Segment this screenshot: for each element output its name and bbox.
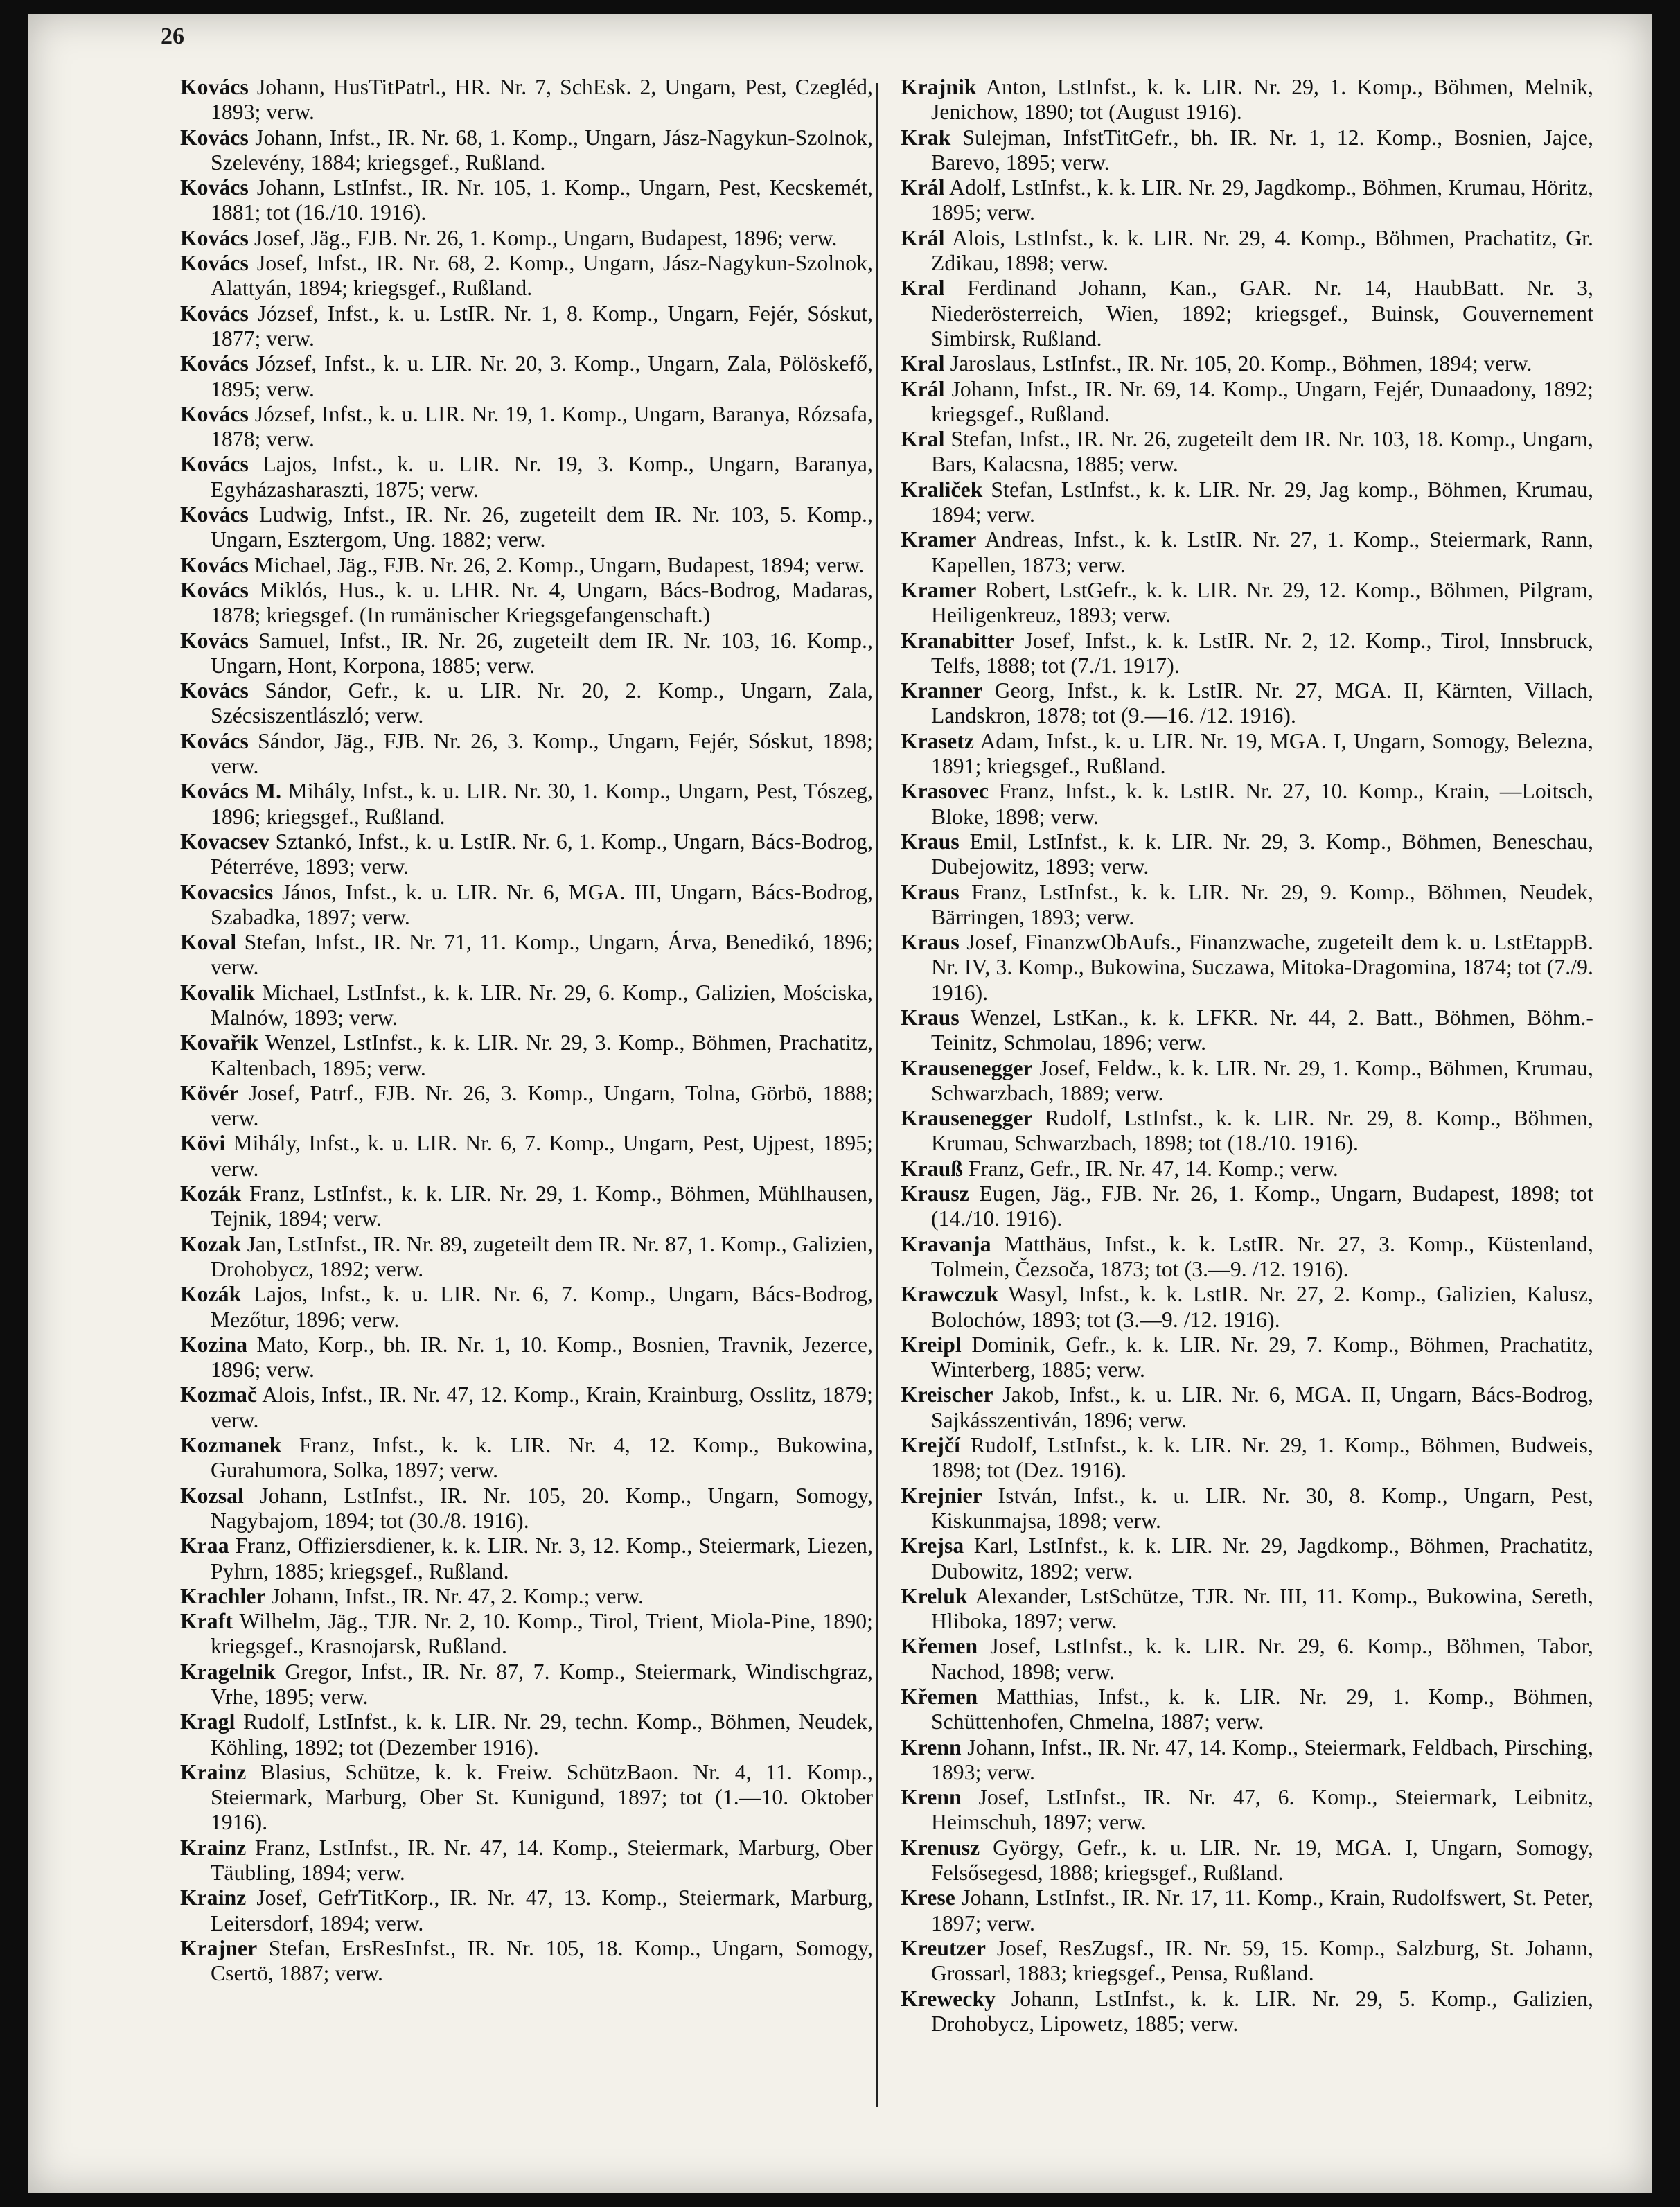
right-column <box>901 75 1593 2037</box>
register-entry <box>180 729 873 780</box>
register-entry <box>901 1005 1593 1056</box>
entry-details: Franz, Infst., k. k. LstIR. Nr. 27, 10. Komp., Krain, —Loitsch, Bloke, 1898; verw. <box>931 779 1593 829</box>
entry-details: Alois, Infst., IR. Nr. 47, 12. Komp., Krain, Krainburg, Osslitz, 1879; verw. <box>211 1382 873 1432</box>
entry-surname: Krainz <box>180 1885 247 1910</box>
register-entry <box>901 930 1593 1005</box>
entry-surname: Krenn <box>901 1785 962 1810</box>
entry-surname: Krese <box>901 1885 955 1910</box>
entry-surname: Krausz <box>901 1181 969 1206</box>
entry-surname: Kovács <box>180 728 249 753</box>
entry-details: Alois, LstInfst., k. k. LIR. Nr. 29, 4. Komp., Böhmen, Prachatitz, Gr. Zdikau, 1898; verw. <box>931 225 1593 276</box>
entry-details: Jaroslaus, LstInfst., IR. Nr. 105, 20. Komp., Böhmen, 1894; verw. <box>950 351 1532 376</box>
register-entry <box>180 1584 873 1609</box>
register-entry <box>180 678 873 729</box>
entry-details: Josef, Feldw., k. k. LIR. Nr. 29, 1. Komp., Böhmen, Krumau, Schwarzbach, 1889; verw. <box>931 1055 1593 1105</box>
entry-details: Wilhelm, Jäg., TJR. Nr. 2, 10. Komp., Tirol, Trient, Miola-Pine, 1890; kriegsgef., Krasnojarsk, Rußland. <box>211 1609 873 1659</box>
entry-surname: Kraus <box>901 930 960 955</box>
register-entry <box>901 1382 1593 1433</box>
entry-details: Sztankó, Infst., k. u. LstIR. Nr. 6, 1. Komp., Ungarn, Bács-Bodrog, Péterréve, 1893; verw. <box>211 829 873 879</box>
register-entry <box>180 1936 873 1987</box>
register-entry <box>901 1282 1593 1333</box>
register-entry <box>901 1936 1593 1987</box>
entry-surname: Kraus <box>901 879 960 904</box>
register-entry <box>180 1030 873 1081</box>
entry-details: Blasius, Schütze, k. k. Freiw. SchützBaon. Nr. 4, 11. Komp., Steiermark, Marburg, Ober St. Kunigund, 1897; tot (1.—10. Oktober 1916). <box>211 1759 873 1835</box>
register-entry <box>180 1232 873 1283</box>
entry-surname: Kovács <box>180 301 249 326</box>
entry-details: Ferdinand Johann, Kan., GAR. Nr. 14, HaubBatt. Nr. 3, Niederösterreich, Wien, 1892; kriegsgef., Buinsk, Gouvernement Simbirsk, Rußland. <box>931 276 1594 351</box>
entry-details: Emil, LstInfst., k. k. LIR. Nr. 29, 3. Komp., Böhmen, Beneschau, Dubejowitz, 1893; verw. <box>931 829 1594 879</box>
entry-surname: Kovács <box>180 628 249 653</box>
entry-details: Johann, LstInfst., IR. Nr. 105, 20. Komp., Ungarn, Somogy, Nagybajom, 1894; tot (30./8. 1916). <box>211 1483 873 1533</box>
entry-surname: Kovács <box>180 351 249 376</box>
page-number: 26 <box>161 24 184 49</box>
register-entry <box>180 628 873 679</box>
entry-details: Andreas, Infst., k. k. LstIR. Nr. 27, 1. Komp., Steiermark, Rann, Kapellen, 1873; verw. <box>931 527 1593 577</box>
register-entry <box>901 1987 1593 2037</box>
register-entry <box>901 1634 1593 1685</box>
register-entry <box>901 1106 1593 1157</box>
register-entry <box>901 1735 1593 1786</box>
register-entry <box>901 377 1593 428</box>
entry-details: Michael, Jäg., FJB. Nr. 26, 2. Komp., Ungarn, Budapest, 1894; verw. <box>254 552 865 577</box>
entry-details: Adam, Infst., k. u. LIR. Nr. 19, MGA. I, Ungarn, Somogy, Belezna, 1891; kriegsgef., Rußland. <box>931 728 1593 779</box>
entry-details: Sándor, Jäg., FJB. Nr. 26, 3. Komp., Ungarn, Fejér, Sóskut, 1898; verw. <box>211 728 873 779</box>
entry-surname: Kovács <box>180 577 249 602</box>
entry-details: Josef, LstInfst., k. k. LIR. Nr. 29, 6. Komp., Böhmen, Tabor, Nachod, 1898; verw. <box>931 1634 1594 1684</box>
entry-details: Johann, Infst., IR. Nr. 47, 2. Komp.; verw. <box>271 1583 644 1608</box>
entry-details: Johann, Infst., IR. Nr. 47, 14. Komp., Steiermark, Feldbach, Pirsching, 1893; verw. <box>931 1734 1594 1784</box>
entry-details: Ludwig, Infst., IR. Nr. 26, zugeteilt dem IR. Nr. 103, 5. Komp., Ungarn, Esztergom, Ung. 1882; verw. <box>211 502 874 552</box>
entry-details: Mihály, Infst., k. u. LIR. Nr. 30, 1. Komp., Ungarn, Pest, Tószeg, 1896; kriegsgef., Rußland. <box>211 779 873 829</box>
register-entry <box>901 1232 1593 1283</box>
entry-surname: Kovács <box>180 75 249 99</box>
register-entry <box>180 930 873 981</box>
entry-surname: Kral <box>901 351 945 376</box>
entry-details: Sándor, Gefr., k. u. LIR. Nr. 20, 2. Komp., Ungarn, Zala, Szécsiszentlászló; verw. <box>211 678 874 728</box>
entry-surname: Krak <box>901 125 951 150</box>
entry-details: István, Infst., k. u. LIR. Nr. 30, 8. Komp., Ungarn, Pest, Kiskunmajsa, 1898; verw. <box>931 1483 1593 1533</box>
entry-surname: Krausenegger <box>901 1055 1033 1080</box>
register-entry <box>901 125 1593 176</box>
register-entry <box>901 75 1593 125</box>
register-entry <box>901 1433 1593 1484</box>
entry-details: Josef, Patrf., FJB. Nr. 26, 3. Komp., Ungarn, Tolna, Görbö, 1888; verw. <box>211 1080 873 1131</box>
entry-details: Eugen, Jäg., FJB. Nr. 26, 1. Komp., Ungarn, Budapest, 1898; tot (14./10. 1916). <box>931 1181 1593 1231</box>
entry-surname: Kozmač <box>180 1382 258 1407</box>
entry-surname: Krejsa <box>901 1533 964 1558</box>
entry-details: Josef, FinanzwObAufs., Finanzwache, zugeteilt dem k. u. LstEtappB. Nr. IV, 3. Komp., Bukowina, Suczawa, Mitoka-Dragomina, 1874; tot (7./9. 1916). <box>931 930 1593 1005</box>
entry-surname: Krejčí <box>901 1433 960 1458</box>
entry-details: Mihály, Infst., k. u. LIR. Nr. 6, 7. Komp., Ungarn, Pest, Ujpest, 1895; verw. <box>211 1131 874 1181</box>
entry-details: Rudolf, LstInfst., k. k. LIR. Nr. 29, 8. Komp., Böhmen, Krumau, Schwarzbach, 1898; tot (18./10. 1916). <box>931 1106 1593 1156</box>
entry-details: József, Infst., k. u. LIR. Nr. 20, 3. Komp., Ungarn, Zala, Pölöskefő, 1895; verw. <box>211 351 874 401</box>
entry-details: Josef, Infst., k. k. LstIR. Nr. 2, 12. Komp., Tirol, Innsbruck, Telfs, 1888; tot (7./1. 1917). <box>931 628 1593 678</box>
register-entry <box>901 351 1593 376</box>
register-entry <box>180 829 873 880</box>
register-entry <box>901 1885 1593 1936</box>
register-entry <box>901 1685 1593 1735</box>
entry-surname: Kraliček <box>901 477 983 502</box>
register-entry <box>180 779 873 829</box>
entry-details: Michael, LstInfst., k. k. LIR. Nr. 29, 6. Komp., Galizien, Mościska, Malnów, 1893; verw. <box>211 980 874 1030</box>
entry-details: Adolf, LstInfst., k. k. LIR. Nr. 29, Jagdkomp., Böhmen, Krumau, Höritz, 1895; verw. <box>931 175 1593 225</box>
entry-details: Johann, LstInfst., IR. Nr. 17, 11. Komp., Krain, Rudolfswert, St. Peter, 1897; verw. <box>931 1885 1594 1935</box>
entry-details: Josef, GefrTitKorp., IR. Nr. 47, 13. Komp., Steiermark, Marburg, Leitersdorf, 1894; verw. <box>211 1885 873 1935</box>
register-entry <box>901 1533 1593 1584</box>
entry-surname: Krejnier <box>901 1483 982 1508</box>
register-entry <box>901 1181 1593 1232</box>
register-entry <box>180 1131 873 1181</box>
entry-details: Wasyl, Infst., k. k. LstIR. Nr. 27, 2. Komp., Galizien, Kalusz, Bolochów, 1893; tot (3.—9. /12. 1916). <box>931 1282 1593 1332</box>
entry-surname: Kranabitter <box>901 628 1015 653</box>
register-entry <box>901 1157 1593 1181</box>
register-entry <box>180 452 873 502</box>
register-entry <box>901 829 1593 880</box>
entry-surname: Krenn <box>901 1734 962 1759</box>
entry-details: Karl, LstInfst., k. k. LIR. Nr. 29, Jagdkomp., Böhmen, Prachatitz, Dubowitz, 1892; verw. <box>931 1533 1594 1583</box>
entry-details: Franz, Infst., k. k. LIR. Nr. 4, 12. Komp., Bukowina, Gurahumora, Solka, 1897; verw. <box>211 1433 873 1483</box>
register-entry <box>180 1081 873 1132</box>
entry-details: Stefan, ErsResInfst., IR. Nr. 105, 18. Komp., Ungarn, Somogy, Csertö, 1887; verw. <box>211 1935 873 1986</box>
entry-surname: Kravanja <box>901 1231 991 1256</box>
column-divider <box>876 83 878 2107</box>
entry-surname: Krawczuk <box>901 1282 999 1307</box>
register-entry <box>180 502 873 553</box>
entry-surname: Kövér <box>180 1080 239 1105</box>
entry-details: Johann, HusTitPatrl., HR. Nr. 7, SchEsk. 2, Ungarn, Pest, Czegléd, 1893; verw. <box>211 75 874 125</box>
register-entry <box>180 1885 873 1936</box>
entry-surname: Kovács <box>180 502 249 527</box>
entry-details: Samuel, Infst., IR. Nr. 26, zugeteilt dem IR. Nr. 103, 16. Komp., Ungarn, Hont, Korpona, 1885; verw. <box>211 628 874 678</box>
entry-surname: Kovács <box>180 678 249 703</box>
register-entry <box>180 578 873 628</box>
entry-details: Alexander, LstSchütze, TJR. Nr. III, 11. Komp., Bukowina, Sereth, Hliboka, 1897; verw. <box>931 1583 1593 1634</box>
entry-surname: Kramer <box>901 577 977 602</box>
entry-details: Lajos, Infst., k. u. LIR. Nr. 6, 7. Komp., Ungarn, Bács-Bodrog, Mezőtur, 1896; verw. <box>211 1282 873 1332</box>
entry-details: Mato, Korp., bh. IR. Nr. 1, 10. Komp., Bosnien, Travnik, Jezerce, 1896; verw. <box>211 1332 873 1382</box>
register-entry <box>180 1709 873 1760</box>
entry-details: Georg, Infst., k. k. LstIR. Nr. 27, MGA. II, Kärnten, Villach, Landskron, 1878; tot (9.—16. /12. 1916). <box>931 678 1593 728</box>
entry-details: Jakob, Infst., k. u. LIR. Nr. 6, MGA. II, Ungarn, Bács-Bodrog, Sajkásszentiván, 1896; verw. <box>931 1382 1593 1432</box>
entry-details: Rudolf, LstInfst., k. k. LIR. Nr. 29, techn. Komp., Böhmen, Neudek, Köhling, 1892; tot (Dezember 1916). <box>211 1709 873 1759</box>
register-entry <box>180 402 873 452</box>
register-entry <box>180 301 873 352</box>
entry-surname: Král <box>901 376 945 401</box>
register-entry <box>180 1533 873 1584</box>
register-entry <box>180 880 873 931</box>
entry-details: János, Infst., k. u. LIR. Nr. 6, MGA. III, Ungarn, Bács-Bodrog, Szabadka, 1897; verw. <box>211 879 873 929</box>
entry-details: Anton, LstInfst., k. k. LIR. Nr. 29, 1. Komp., Böhmen, Melnik, Jenichow, 1890; tot (August 1916). <box>931 75 1593 125</box>
register-entry <box>901 628 1593 679</box>
entry-surname: Kozak <box>180 1231 242 1256</box>
entry-details: Josef, ResZugsf., IR. Nr. 59, 15. Komp., Salzburg, St. Johann, Grossarl, 1883; kriegsgef., Pensa, Rußland. <box>931 1935 1594 1986</box>
register-entry <box>901 880 1593 931</box>
entry-surname: Kranner <box>901 678 983 703</box>
entry-surname: Křemen <box>901 1634 978 1659</box>
entry-surname: Krajnik <box>901 75 977 99</box>
entry-surname: Krajner <box>180 1935 258 1960</box>
entry-surname: Krenusz <box>901 1835 980 1860</box>
entry-details: Franz, LstInfst., k. k. LIR. Nr. 29, 1. Komp., Böhmen, Mühlhausen, Tejnik, 1894; verw. <box>211 1181 873 1231</box>
entry-details: Stefan, LstInfst., k. k. LIR. Nr. 29, Jag komp., Böhmen, Krumau, 1894; verw. <box>931 477 1593 527</box>
entry-surname: Kreutzer <box>901 1935 987 1960</box>
entry-surname: Krauß <box>901 1156 964 1181</box>
entry-surname: Kovács <box>180 552 249 577</box>
left-column <box>180 75 873 1987</box>
entry-surname: Král <box>901 225 945 250</box>
entry-surname: Krasetz <box>901 728 974 753</box>
entry-details: Lajos, Infst., k. u. LIR. Nr. 19, 3. Komp., Ungarn, Baranya, Egyházasharaszti, 1875; verw. <box>211 452 874 502</box>
entry-surname: Kragelnik <box>180 1659 276 1684</box>
register-entry <box>180 1484 873 1534</box>
register-entry <box>901 226 1593 276</box>
entry-surname: Kraa <box>180 1533 229 1558</box>
register-entry <box>180 75 873 125</box>
entry-surname: Kovács <box>180 401 249 426</box>
entry-details: Dominik, Gefr., k. k. LIR. Nr. 29, 7. Komp., Böhmen, Prachatitz, Winterberg, 1885; verw. <box>931 1332 1593 1382</box>
register-entry <box>180 1333 873 1383</box>
entry-details: Stefan, Infst., IR. Nr. 71, 11. Komp., Ungarn, Árva, Benedikó, 1896; verw. <box>211 930 873 980</box>
entry-surname: Kovács <box>180 175 249 200</box>
entry-surname: Kovács M. <box>180 779 282 804</box>
entry-details: Johann, Infst., IR. Nr. 69, 14. Komp., Ungarn, Fejér, Dunaadony, 1892; kriegsgef., Rußland. <box>931 376 1594 426</box>
entry-details: Franz, Gefr., IR. Nr. 47, 14. Komp.; verw. <box>969 1156 1338 1181</box>
entry-details: Josef, LstInfst., IR. Nr. 47, 6. Komp., Steiermark, Leibnitz, Heimschuh, 1897; verw. <box>931 1785 1594 1835</box>
entry-surname: Kovařik <box>180 1030 259 1055</box>
entry-surname: Kragl <box>180 1709 236 1734</box>
entry-surname: Kovács <box>180 125 249 150</box>
entry-surname: Kovács <box>180 452 249 477</box>
register-entry <box>901 276 1593 351</box>
entry-surname: Krausenegger <box>901 1106 1033 1131</box>
entry-details: Josef, Infst., IR. Nr. 68, 2. Komp., Ungarn, Jász-Nagykun-Szolnok, Alattyán, 1894; kriegsgef., Rußland. <box>211 251 874 301</box>
entry-surname: Kral <box>901 427 945 452</box>
entry-details: Franz, LstInfst., IR. Nr. 47, 14. Komp., Steiermark, Marburg, Ober Täubling, 1894; verw. <box>211 1835 874 1885</box>
entry-details: Robert, LstGefr., k. k. LIR. Nr. 29, 12. Komp., Böhmen, Pilgram, Heiligenkreuz, 1893; verw. <box>931 577 1594 628</box>
register-entry <box>180 351 873 402</box>
entry-surname: Kozmanek <box>180 1433 282 1458</box>
entry-surname: Kraus <box>901 829 960 854</box>
register-entry <box>901 427 1593 477</box>
entry-details: Franz, LstInfst., k. k. LIR. Nr. 29, 9. Komp., Böhmen, Neudek, Bärringen, 1893; verw. <box>931 879 1593 929</box>
entry-surname: Kovalik <box>180 980 255 1005</box>
entry-details: Johann, Infst., IR. Nr. 68, 1. Komp., Ungarn, Jász-Nagykun-Szolnok, Szelevény, 1884; kriegsgef., Rußland. <box>211 125 874 175</box>
entry-surname: Krainz <box>180 1759 247 1784</box>
entry-surname: Krewecky <box>901 1986 996 2011</box>
register-entry <box>901 578 1593 628</box>
entry-surname: Kreischer <box>901 1382 993 1407</box>
entry-surname: Křemen <box>901 1685 978 1709</box>
register-entry <box>180 1181 873 1232</box>
register-entry <box>180 175 873 226</box>
register-entry <box>180 1382 873 1433</box>
register-entry <box>901 779 1593 829</box>
entry-surname: Koval <box>180 930 237 955</box>
register-entry <box>901 527 1593 578</box>
entry-surname: Kozsal <box>180 1483 244 1508</box>
entry-surname: Kozina <box>180 1332 248 1357</box>
entry-surname: Kozák <box>180 1282 242 1307</box>
register-entry <box>901 1484 1593 1534</box>
entry-surname: Kreluk <box>901 1583 968 1608</box>
register-entry <box>180 1660 873 1710</box>
entry-details: Johann, LstInfst., k. k. LIR. Nr. 29, 5. Komp., Galizien, Drohobycz, Lipowetz, 1885; verw. <box>931 1986 1594 2036</box>
register-entry <box>180 1836 873 1886</box>
entry-details: Matthäus, Infst., k. k. LstIR. Nr. 27, 3. Komp., Küstenland, Tolmein, Čezsoča, 1873; tot (3.—9. /12. 1916). <box>931 1231 1593 1281</box>
entry-details: Josef, Jäg., FJB. Nr. 26, 1. Komp., Ungarn, Budapest, 1896; verw. <box>254 225 838 250</box>
entry-details: Sulejman, InfstTitGefr., bh. IR. Nr. 1, 12. Komp., Bosnien, Jajce, Barevo, 1895; verw. <box>931 125 1593 175</box>
entry-surname: Král <box>901 175 945 200</box>
entry-details: Jan, LstInfst., IR. Nr. 89, zugeteilt dem IR. Nr. 87, 1. Komp., Galizien, Drohobycz, 1892; verw. <box>211 1231 873 1281</box>
entry-details: Gregor, Infst., IR. Nr. 87, 7. Komp., Steiermark, Windischgraz, Vrhe, 1895; verw. <box>211 1659 873 1709</box>
register-entry <box>901 1584 1593 1635</box>
register-entry <box>901 477 1593 528</box>
entry-surname: Kral <box>901 276 945 301</box>
register-entry <box>901 1056 1593 1107</box>
register-entry <box>901 1333 1593 1383</box>
register-entry <box>901 678 1593 729</box>
entry-surname: Kovács <box>180 251 249 276</box>
entry-surname: Kramer <box>901 527 977 552</box>
entry-details: György, Gefr., k. u. LIR. Nr. 19, MGA. I, Ungarn, Somogy, Felsősegesd, 1888; kriegsgef., Rußland. <box>931 1835 1593 1885</box>
entry-details: Matthias, Infst., k. k. LIR. Nr. 29, 1. Komp., Böhmen, Schüttenhofen, Chmelna, 1887; verw. <box>931 1685 1593 1734</box>
entry-surname: Kreipl <box>901 1332 962 1357</box>
entry-surname: Kraus <box>901 1005 960 1030</box>
entry-details: Rudolf, LstInfst., k. k. LIR. Nr. 29, 1. Komp., Böhmen, Budweis, 1898; tot (Dez. 1916). <box>931 1433 1594 1483</box>
entry-details: Franz, Offiziersdiener, k. k. LIR. Nr. 3, 12. Komp., Steiermark, Liezen, Pyhrn, 1885; kriegsgef., Rußland. <box>211 1533 874 1583</box>
entry-surname: Krasovec <box>901 779 989 804</box>
register-entry <box>180 125 873 176</box>
register-entry <box>180 981 873 1031</box>
entry-details: József, Infst., k. u. LstIR. Nr. 1, 8. Komp., Ungarn, Fejér, Sóskut, 1877; verw. <box>211 301 873 351</box>
register-entry <box>180 1760 873 1836</box>
register-entry <box>901 175 1593 226</box>
entry-surname: Krachler <box>180 1583 266 1608</box>
entry-surname: Kövi <box>180 1131 226 1156</box>
entry-surname: Krainz <box>180 1835 247 1860</box>
register-entry <box>180 1609 873 1660</box>
register-entry <box>901 1836 1593 1886</box>
entry-details: Stefan, Infst., IR. Nr. 26, zugeteilt dem IR. Nr. 103, 18. Komp., Ungarn, Bars, Kalacsna, 1885; verw. <box>931 427 1593 477</box>
register-entry <box>180 226 873 251</box>
register-entry <box>180 553 873 578</box>
entry-details: József, Infst., k. u. LIR. Nr. 19, 1. Komp., Ungarn, Baranya, Rózsafa, 1878; verw. <box>211 401 873 452</box>
entry-surname: Kovacsev <box>180 829 269 854</box>
register-entry <box>901 729 1593 780</box>
entry-details: Wenzel, LstKan., k. k. LFKR. Nr. 44, 2. Batt., Böhmen, Böhm.-Teinitz, Schmolau, 1896; verw. <box>931 1005 1593 1055</box>
entry-surname: Kozák <box>180 1181 242 1206</box>
register-entry <box>180 1433 873 1484</box>
register-entry <box>180 251 873 301</box>
entry-details: Johann, LstInfst., IR. Nr. 105, 1. Komp., Ungarn, Pest, Kecskemét, 1881; tot (16./10. 1916). <box>211 175 874 225</box>
entry-surname: Kovacsics <box>180 879 274 904</box>
entry-surname: Kovács <box>180 225 249 250</box>
document-page <box>28 14 1652 2193</box>
entry-details: Wenzel, LstInfst., k. k. LIR. Nr. 29, 3. Komp., Böhmen, Prachatitz, Kaltenbach, 1895; verw. <box>211 1030 873 1080</box>
register-entry <box>180 1282 873 1333</box>
entry-surname: Kraft <box>180 1609 233 1634</box>
entry-details: Miklós, Hus., k. u. LHR. Nr. 4, Ungarn, Bács-Bodrog, Madaras, 1878; kriegsgef. (In rumänischer Kriegsgefangenschaft.) <box>211 577 873 628</box>
register-entry <box>901 1785 1593 1836</box>
